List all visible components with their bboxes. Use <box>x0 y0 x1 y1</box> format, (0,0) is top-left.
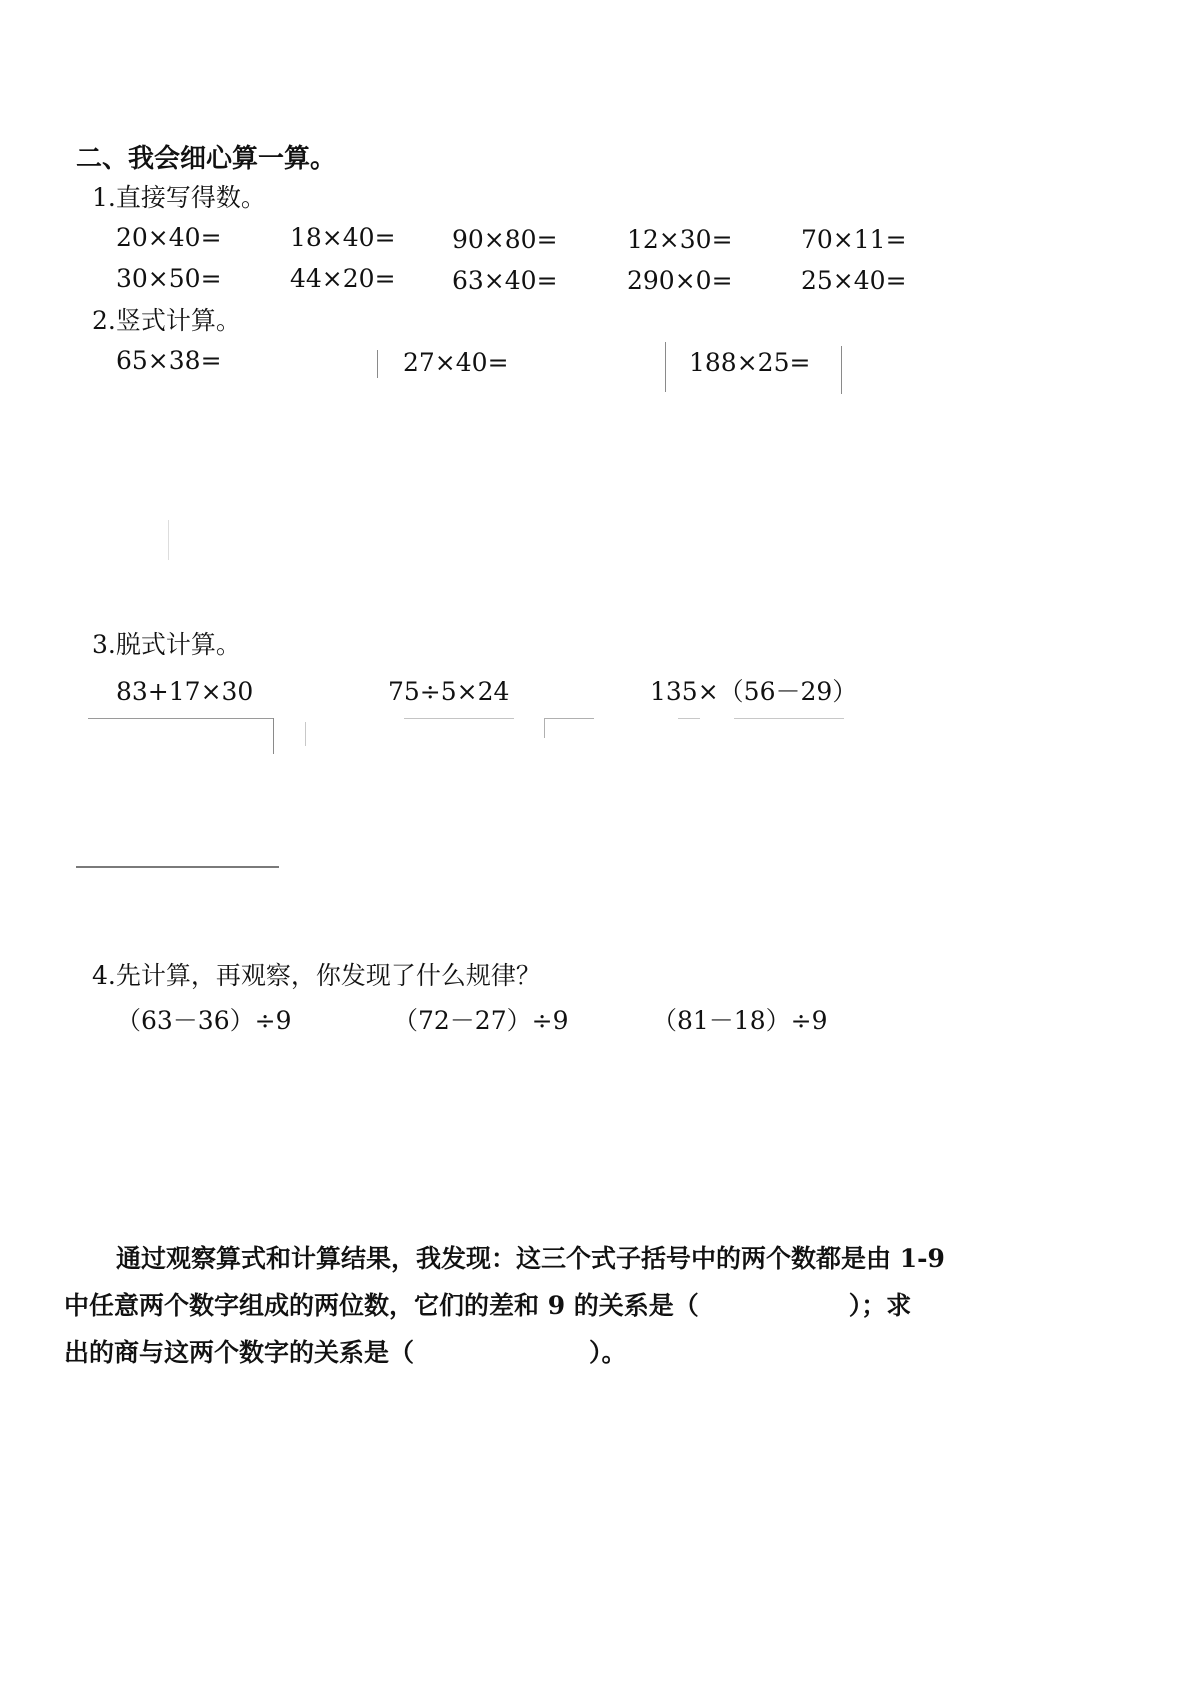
q2-item: 65×38= <box>116 346 222 375</box>
q1-item: 25×40= <box>801 266 907 295</box>
q1-item: 20×40= <box>116 223 222 252</box>
conclusion-line-2: 中任意两个数字组成的两位数，它们的差和 9 的关系是（ ）；求 <box>64 1291 912 1320</box>
q1-item: 30×50= <box>116 264 222 293</box>
scan-artifact-line <box>305 722 306 746</box>
q1-item: 290×0= <box>627 266 733 295</box>
q1-item: 44×20= <box>290 264 396 293</box>
q1-item: 90×80= <box>452 225 558 254</box>
q1-item: 70×11= <box>801 225 907 254</box>
scan-artifact-line <box>544 718 545 738</box>
scan-artifact-line <box>404 718 514 719</box>
q1-label: 1.直接写得数。 <box>92 183 266 212</box>
q4-item: （72－27）÷9 <box>393 1006 569 1035</box>
section-title: 二、我会细心算一算。 <box>76 144 337 174</box>
q3-label: 3.脱式计算。 <box>92 630 241 659</box>
q1-item: 12×30= <box>627 225 733 254</box>
scan-artifact-line <box>273 718 274 754</box>
scan-artifact-line <box>544 718 594 719</box>
scan-artifact-line <box>76 866 279 868</box>
q4-item: （81－18）÷9 <box>652 1006 828 1035</box>
q4-label: 4.先计算，再观察，你发现了什么规律？ <box>92 961 541 990</box>
scan-artifact-line <box>88 718 274 719</box>
q3-item: 83+17×30 <box>116 677 254 706</box>
scan-artifact-line <box>678 718 700 719</box>
q3-item: 135×（56－29） <box>650 677 858 706</box>
q2-item: 188×25= <box>689 348 811 377</box>
scan-artifact-line <box>168 520 169 560</box>
scan-artifact-line <box>377 350 378 378</box>
q2-label: 2.竖式计算。 <box>92 306 241 335</box>
scan-artifact-line <box>734 718 844 719</box>
q3-item: 75÷5×24 <box>388 677 510 706</box>
q4-item: （63－36）÷9 <box>116 1006 292 1035</box>
conclusion-line-1: 通过观察算式和计算结果，我发现：这三个式子括号中的两个数都是由 1-9 <box>116 1244 945 1273</box>
q1-item: 18×40= <box>290 223 396 252</box>
q1-item: 63×40= <box>452 266 558 295</box>
conclusion-line-3: 出的商与这两个数字的关系是（ ）。 <box>64 1338 627 1367</box>
scan-artifact-line <box>665 342 666 392</box>
scan-artifact-line <box>841 346 842 394</box>
q2-item: 27×40= <box>403 348 509 377</box>
